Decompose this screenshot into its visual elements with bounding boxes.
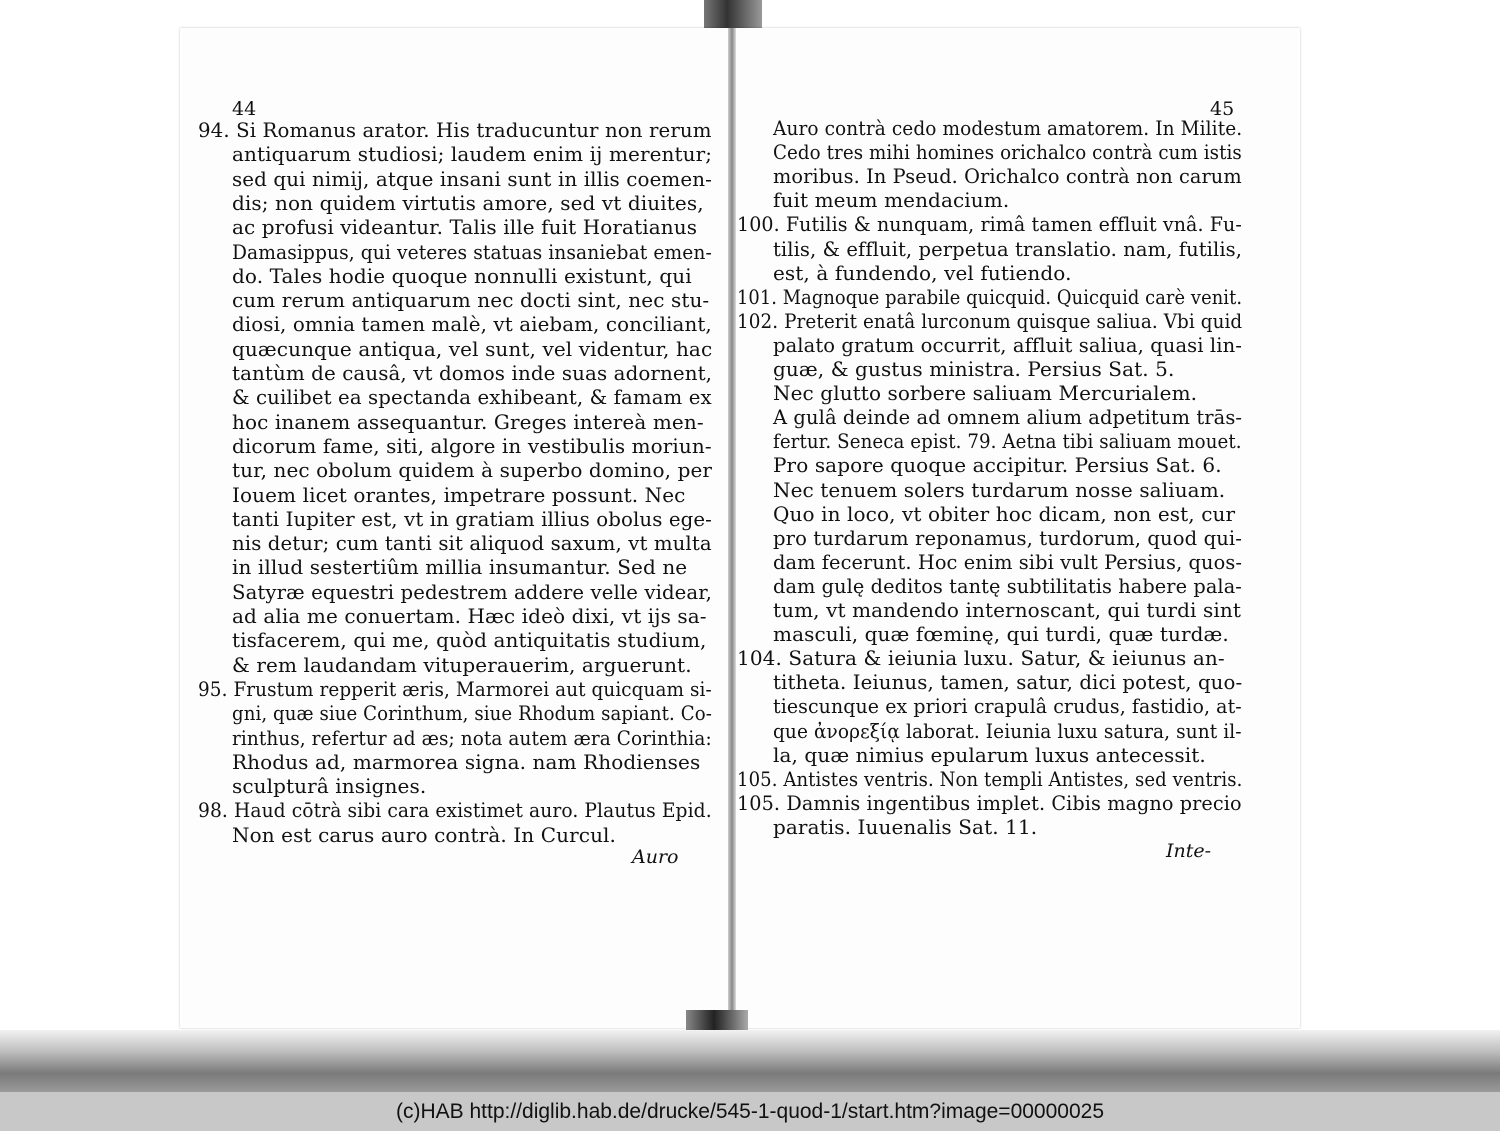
text-line: Pro sapore quoque accipitur. Persius Sat. 6. bbox=[773, 453, 1222, 478]
text-line: 101. Magnoque parabile quicquid. Quicquid carè venit. bbox=[737, 284, 1243, 309]
text-line: tiescunque ex priori crapulâ crudus, fastidio, at- bbox=[773, 694, 1242, 719]
text-line: est, à fundendo, vel futiendo. bbox=[773, 260, 1072, 285]
text-line: do. Tales hodie quoque nonnulli existunt, qui bbox=[232, 263, 692, 288]
right-page-number: 45 bbox=[1210, 98, 1235, 120]
text-line: dam fecerunt. Hoc enim sibi vult Persius, quos- bbox=[773, 549, 1242, 574]
text-line: paratis. Iuuenalis Sat. 11. bbox=[773, 814, 1038, 839]
text-line: Cedo tres mihi homines orichalco contrà cum istis bbox=[773, 140, 1242, 165]
text-line: diosi, omnia tamen malè, vt aiebam, conciliant, bbox=[232, 312, 712, 337]
text-line: palato gratum occurrit, affluit saliua, quasi lin- bbox=[773, 332, 1242, 357]
text-line: Nec tenuem solers turdarum nosse saliuam. bbox=[773, 477, 1226, 502]
text-line: la, quæ nimius epularum luxus antecessit. bbox=[773, 742, 1206, 767]
text-line: 98. Haud cōtrà sibi cara existimet auro. Plautus Epid. bbox=[198, 798, 712, 823]
text-line: fuit meum mendacium. bbox=[773, 188, 1010, 213]
text-line: nis detur; cum tanti sit aliquod saxum, vt multa bbox=[232, 531, 712, 556]
book-spine bbox=[728, 28, 736, 1038]
scan-bottom-edge bbox=[0, 1030, 1500, 1092]
text-line: Damasippus, qui veteres statuas insaniebat emen- bbox=[232, 239, 712, 264]
text-line: 102. Preterit enatâ lurconum quisque saliua. Vbi quid bbox=[737, 308, 1243, 333]
text-line: gni, quæ siue Corinthum, siue Rhodum sapiant. Co- bbox=[232, 701, 712, 726]
text-line: ac profusi videantur. Talis ille fuit Horatianus bbox=[232, 215, 698, 240]
text-line: 104. Satura & ieiunia luxu. Satur, & ieiunus an- bbox=[737, 646, 1225, 671]
text-line: tum, vt mandendo internoscant, qui turdi sint bbox=[773, 598, 1241, 622]
text-line: & cuilibet ea spectanda exhibeant, & famam ex bbox=[232, 385, 712, 410]
text-line: Nec glutto sorbere saliuam Mercurialem. bbox=[773, 381, 1198, 406]
text-line: Quo in loco, vt obiter hoc dicam, non est, cur bbox=[773, 501, 1236, 526]
text-line: hoc inanem assequantur. Greges intereà men- bbox=[232, 409, 704, 434]
text-line: 94. Si Romanus arator. His traducuntur non rerum bbox=[198, 118, 712, 142]
text-line: pro turdarum reponamus, turdorum, quod qui- bbox=[773, 525, 1243, 550]
text-line: & rem laudandam vituperauerim, arguerunt. bbox=[232, 652, 692, 677]
left-page-number: 44 bbox=[232, 98, 257, 120]
text-line: 105. Antistes ventris. Non templi Antistes, sed ventris. bbox=[737, 766, 1243, 791]
text-line: tisfacerem, qui me, quòd antiquitatis studium, bbox=[232, 628, 707, 653]
text-line: Iouem licet orantes, impetrare possunt. Nec bbox=[232, 482, 686, 507]
text-line: tilis, & effluit, perpetua translatio. nam, futilis, bbox=[773, 236, 1243, 261]
text-line: 95. Frustum repperit æris, Marmorei aut quicquam si- bbox=[198, 676, 712, 701]
text-line: Non est carus auro contrà. In Curcul. bbox=[232, 822, 617, 847]
text-line: ad alia me conuertam. Hæc ideò dixi, vt ijs sa- bbox=[232, 604, 707, 628]
text-line: A gulâ deinde ad omnem alium adpetitum trās- bbox=[773, 405, 1243, 430]
text-line: tur, nec obolum quidem à superbo domino, per bbox=[232, 458, 713, 483]
text-line: 105. Damnis ingentibus implet. Cibis magno precio bbox=[737, 790, 1242, 815]
text-line: dis; non quidem virtutis amore, sed vt diuites, bbox=[232, 190, 704, 215]
text-line: que ἀνορεξίᾳ laborat. Ieiunia luxu satura, sunt il- bbox=[773, 718, 1242, 743]
text-line: antiquarum studiosi; laudem enim ij merentur; bbox=[232, 142, 713, 167]
text-line: masculi, quæ fœminę, qui turdi, quæ turdæ. bbox=[773, 622, 1229, 647]
text-line: sed qui nimij, atque insani sunt in illis coemen- bbox=[232, 166, 712, 191]
text-line: sculpturâ insignes. bbox=[232, 774, 427, 799]
text-line: Auro contrà cedo modestum amatorem. In Milite. bbox=[773, 116, 1243, 140]
text-line: tantùm de causâ, vt domos inde suas adornent, bbox=[232, 361, 713, 385]
text-line: cum rerum antiquarum nec docti sint, nec stu- bbox=[232, 288, 710, 313]
text-line: Rhodus ad, marmorea signa. nam Rhodienses bbox=[232, 749, 701, 774]
text-line: 100. Futilis & nunquam, rimâ tamen effluit vnâ. Fu- bbox=[737, 212, 1242, 237]
copyright-footer: (c)HAB http://diglib.hab.de/drucke/545-1-quod-1/start.htm?image=00000025 bbox=[0, 1092, 1500, 1131]
left-catchword: Auro bbox=[632, 846, 679, 868]
text-line: dam gulę deditos tantę subtilitatis habere pala- bbox=[773, 573, 1242, 598]
text-line: quæcunque antiqua, vel sunt, vel videntur, hac bbox=[232, 336, 713, 361]
text-line: Satyræ equestri pedestrem addere velle videar, bbox=[232, 579, 712, 604]
text-line: in illud sestertiûm millia insumantur. Sed ne bbox=[232, 555, 688, 580]
text-line: moribus. In Pseud. Orichalco contrà non carum bbox=[773, 164, 1242, 189]
text-line: tanti Iupiter est, vt in gratiam illius obolus ege- bbox=[232, 506, 712, 531]
gutter-shadow-top bbox=[704, 0, 762, 30]
text-line: titheta. Ieiunus, tamen, satur, dici potest, quo- bbox=[773, 670, 1243, 695]
text-line: guæ, & gustus ministra. Persius Sat. 5. bbox=[773, 357, 1175, 381]
text-line: rinthus, refertur ad æs; nota autem æra Corinthia: bbox=[232, 725, 712, 750]
text-line: dicorum fame, siti, algore in vestibulis moriun- bbox=[232, 433, 712, 458]
right-catchword: Inte- bbox=[1166, 840, 1212, 862]
text-line: fertur. Seneca epist. 79. Aetna tibi saliuam mouet. bbox=[773, 429, 1242, 454]
